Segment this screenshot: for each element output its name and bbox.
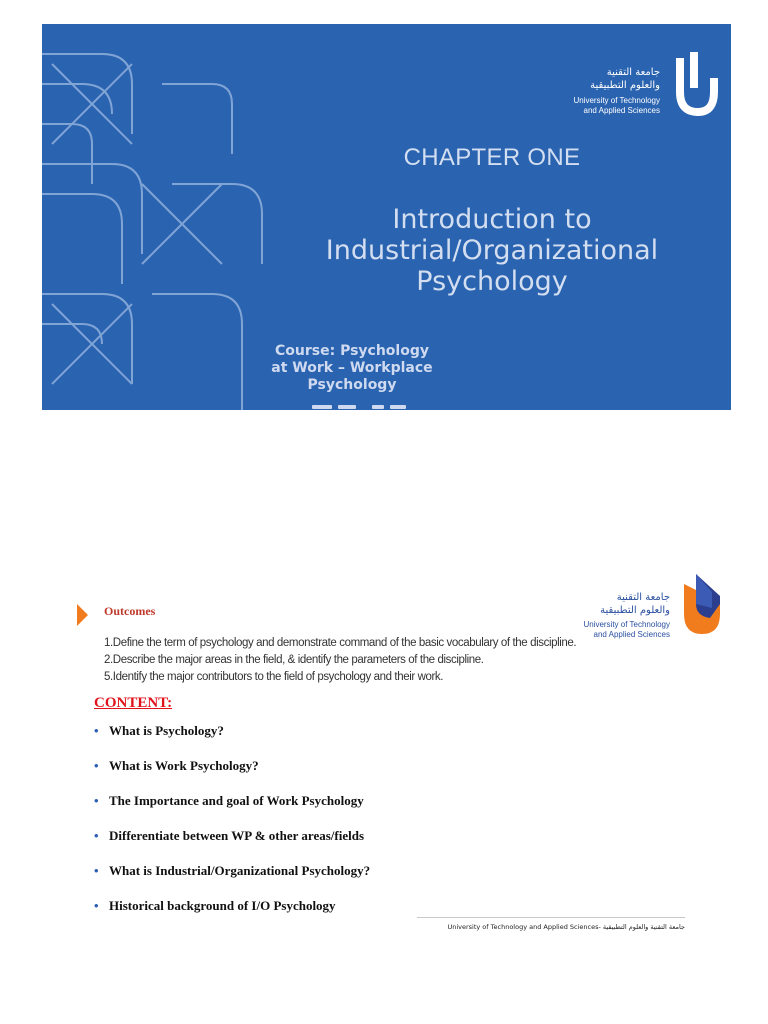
university-logo <box>550 48 718 120</box>
logo-english-line1: University of Technology <box>583 620 670 629</box>
university-mark-icon <box>668 48 718 120</box>
list-item-text: The Importance and goal of Work Psychology <box>109 793 364 808</box>
list-item <box>94 793 514 828</box>
university-mark-icon <box>680 574 724 640</box>
title-line: Introduction to <box>392 204 592 235</box>
bullet-icon: • <box>94 793 99 808</box>
list-item-text: What is Psychology? <box>109 723 224 738</box>
outcome-item: 1.Define the term of psychology and demonstrate command of the basic vocabulary of the discipline. <box>104 637 577 649</box>
logo-arabic-line1: جامعة التقنية <box>606 67 660 78</box>
bullet-icon: • <box>94 758 99 773</box>
bullet-icon: • <box>94 828 99 843</box>
slide-footer: University of Technology and Applied Sciences- جامعة التقنية والعلوم التطبيقية <box>447 923 685 931</box>
outcome-item: 2.Describe the major areas in the field, & identify the parameters of the discipline. <box>104 654 484 666</box>
outcome-item: 5.Identify the major contributors to the field of psychology and their work. <box>104 671 444 683</box>
slide-title <box>272 204 712 297</box>
list-item-text: Differentiate between WP & other areas/fields <box>109 828 365 843</box>
list-item <box>94 828 514 863</box>
list-item <box>94 758 514 793</box>
content-heading: CONTENT: <box>94 695 173 711</box>
course-line: at Work – Workplace <box>271 360 433 376</box>
title-line: Industrial/Organizational <box>325 235 659 266</box>
course-name <box>252 343 452 394</box>
list-item-text: Historical background of I/O Psychology <box>109 898 336 913</box>
university-logo <box>550 572 730 640</box>
list-item <box>94 863 514 898</box>
bullet-icon: • <box>94 723 99 738</box>
logo-arabic-line2: والعلوم التطبيقية <box>600 605 670 616</box>
logo-arabic-line1: جامعة التقنية <box>616 592 670 603</box>
list-item <box>94 723 514 758</box>
bullet-icon: • <box>94 863 99 878</box>
logo-english-line1: University of Technology <box>573 96 660 105</box>
outcomes-heading: Outcomes <box>104 604 156 618</box>
outcomes-slide <box>42 560 731 950</box>
orange-arrow-icon <box>77 604 88 626</box>
footer-divider <box>417 917 685 918</box>
course-line: Psychology <box>307 377 397 393</box>
outcomes-list <box>104 635 624 686</box>
cropped-text-fragment <box>312 405 412 410</box>
list-item-text: What is Industrial/Organizational Psychology? <box>109 863 371 878</box>
chapter-heading: CHAPTER ONE <box>403 144 581 171</box>
course-line: Course: Psychology <box>275 343 429 359</box>
bullet-icon: • <box>94 898 99 913</box>
list-item-text: What is Work Psychology? <box>109 758 259 773</box>
logo-english-line2: and Applied Sciences <box>583 106 660 115</box>
decorative-pattern <box>42 24 282 410</box>
content-list <box>94 723 514 933</box>
title-line: Psychology <box>416 266 568 297</box>
logo-arabic-line2: والعلوم التطبيقية <box>590 80 660 91</box>
logo-english-line2: and Applied Sciences <box>593 630 670 639</box>
title-slide <box>42 24 731 410</box>
